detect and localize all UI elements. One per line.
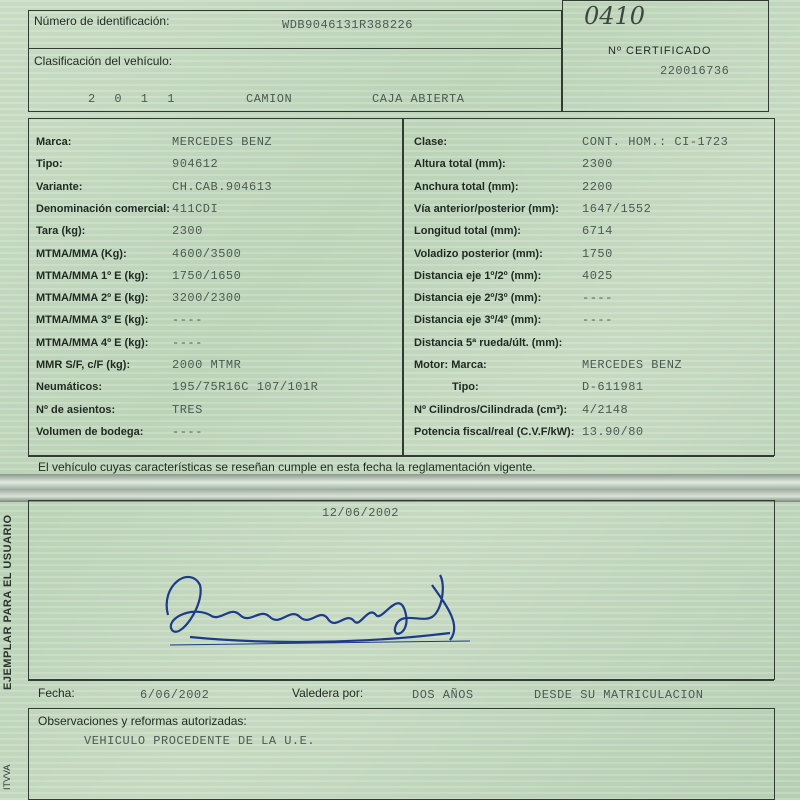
left-spec-value: 2300: [172, 224, 203, 239]
handwritten-number: 0410: [584, 2, 646, 30]
left-spec-value: CH.CAB.904613: [172, 179, 273, 194]
left-spec-label: Tipo:: [36, 158, 63, 171]
left-spec-label: MTMA/MMA 4º E (kg):: [36, 336, 149, 349]
left-spec-label: Nº de asientos:: [36, 403, 116, 416]
left-spec-label: MTMA/MMA (Kg):: [36, 247, 127, 260]
right-spec-label: Nº Cilindros/Cilindrada (cm³):: [414, 403, 568, 416]
right-spec-value: CONT. HOM.: CI-1723: [582, 135, 729, 149]
left-spec-label: Tara (kg):: [36, 225, 86, 238]
left-spec-value: 3200/2300: [172, 291, 242, 306]
right-spec-label: Longitud total (mm):: [414, 225, 521, 238]
side-small-text: ITVVA: [2, 764, 12, 790]
valedera-label: Valedera por:: [292, 686, 364, 700]
classification-label: Clasificación del vehículo:: [34, 54, 173, 68]
left-spec-value: 195/75R16C 107/101R: [172, 380, 319, 395]
right-spec-value: 4/2148: [582, 402, 629, 417]
column-divider: [402, 118, 404, 456]
divider: [28, 456, 774, 457]
left-spec-value: 904612: [172, 157, 219, 172]
left-spec-value: 1750/1650: [172, 268, 242, 283]
signature: [150, 545, 510, 665]
left-spec-value: 2000 MTMR: [172, 358, 242, 372]
right-spec-value: MERCEDES BENZ: [582, 358, 683, 372]
left-spec-label: MTMA/MMA 2º E (kg):: [36, 292, 149, 305]
right-spec-label: Motor: Marca:: [414, 359, 487, 371]
right-spec-value: 2200: [582, 179, 613, 194]
left-spec-label: Denominación comercial:: [36, 202, 170, 215]
side-text: EJEMPLAR PARA EL USUARIO: [2, 514, 14, 690]
left-spec-value: ----: [172, 335, 203, 350]
stamp-date: 12/06/2002: [322, 506, 400, 520]
left-spec-value: ----: [172, 313, 203, 328]
right-spec-label: Vía anterior/posterior (mm):: [414, 202, 559, 215]
left-spec-value: 4600/3500: [172, 246, 242, 261]
right-spec-label: Distancia eje 3º/4º (mm):: [414, 314, 542, 327]
valedera-value: DOS AÑOS: [412, 688, 474, 702]
desde-value: DESDE SU MATRICULACION: [534, 688, 704, 702]
id-label: Número de identificación:: [34, 14, 170, 28]
right-spec-value: 4025: [582, 268, 613, 283]
observations-label: Observaciones y reformas autorizadas:: [38, 714, 247, 728]
divider: [28, 680, 774, 681]
left-spec-value: 411CDI: [172, 201, 219, 216]
classification-year: 2 0 1 1: [88, 92, 181, 106]
right-spec-label: Distancia 5ª rueda/últ. (mm):: [414, 336, 563, 349]
right-spec-value: 13.90/80: [582, 424, 644, 439]
left-spec-label: Neumáticos:: [36, 381, 103, 394]
divider: [28, 48, 562, 49]
right-spec-label: Distancia eje 2º/3º (mm):: [414, 292, 542, 305]
classification-body: CAJA ABIERTA: [372, 92, 465, 106]
paper-fold: [0, 474, 800, 502]
right-spec-label: Clase:: [414, 136, 448, 148]
right-spec-value: 1750: [582, 246, 613, 261]
right-spec-value: 1647/1552: [582, 201, 652, 216]
right-spec-label: Voladizo posterior (mm):: [414, 247, 543, 260]
compliance-text: El vehículo cuyas características se reseñan cumple en esta fecha la reglamentación vigente.: [38, 460, 536, 474]
left-spec-label: MTMA/MMA 3º E (kg):: [36, 314, 149, 327]
right-spec-label: Anchura total (mm):: [414, 180, 519, 193]
left-spec-value: TRES: [172, 402, 203, 417]
observations-value: VEHICULO PROCEDENTE DE LA U.E.: [84, 734, 316, 748]
left-spec-label: Marca:: [36, 136, 72, 148]
left-spec-label: MTMA/MMA 1º E (kg):: [36, 269, 149, 282]
right-spec-label: Potencia fiscal/real (C.V.F/kW):: [414, 425, 575, 438]
left-spec-value: MERCEDES BENZ: [172, 135, 273, 149]
right-spec-value: ----: [582, 313, 613, 328]
right-spec-label: Altura total (mm):: [414, 158, 506, 171]
id-value: WDB9046131R388226: [282, 18, 413, 32]
right-spec-value: 6714: [582, 224, 613, 239]
left-spec-label: MMR S/F, c/F (kg):: [36, 359, 131, 371]
certificate-number: 220016736: [660, 64, 730, 78]
left-spec-label: Volumen de bodega:: [36, 425, 144, 438]
right-spec-value: 2300: [582, 157, 613, 172]
right-spec-value: ----: [582, 291, 613, 306]
left-spec-value: ----: [172, 424, 203, 439]
fecha-label: Fecha:: [38, 686, 75, 700]
right-spec-label: Distancia eje 1º/2º (mm):: [414, 269, 542, 282]
left-spec-label: Variante:: [36, 180, 83, 193]
certificate-label: Nº CERTIFICADO: [608, 45, 712, 57]
classification-type: CAMION: [246, 92, 293, 106]
fecha-value: 6/06/2002: [140, 688, 210, 702]
right-spec-value: D-611981: [582, 380, 644, 395]
right-spec-label: Tipo:: [452, 381, 479, 394]
